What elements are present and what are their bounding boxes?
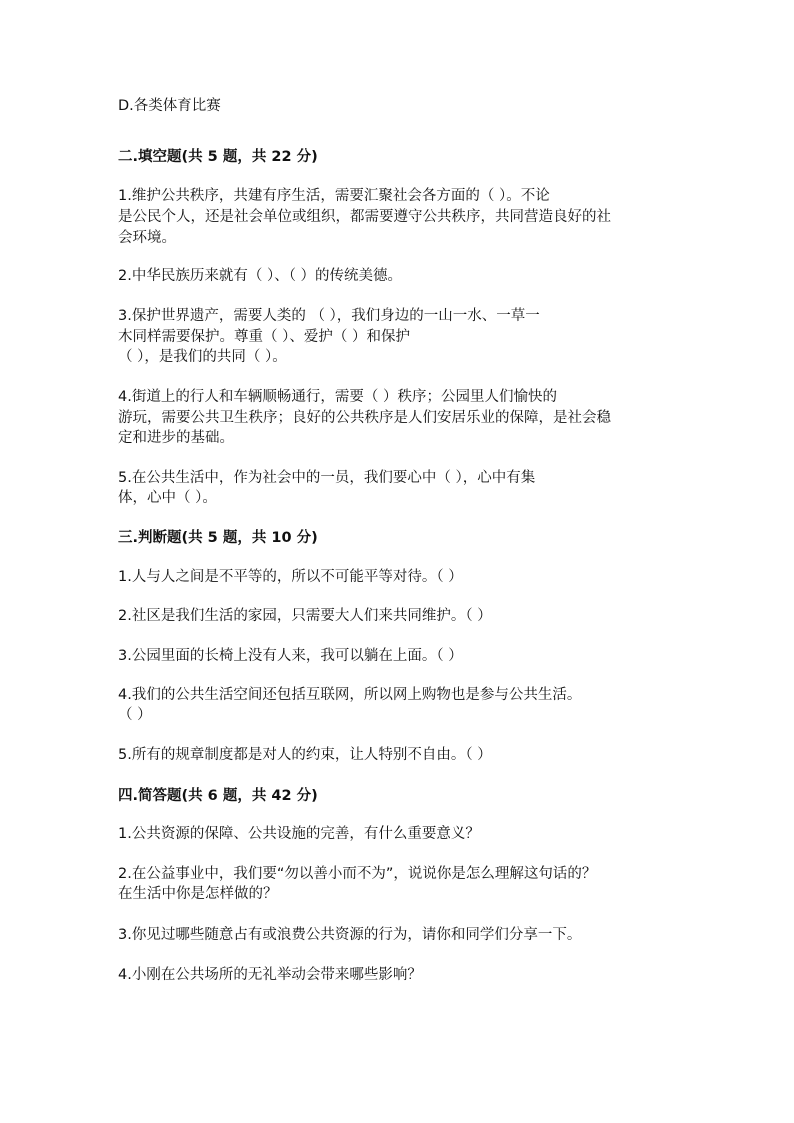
question-line: 3.公园里面的长椅上没有人来，我可以躺在上面。（ ） xyxy=(118,648,463,664)
question-line: 3.你见过哪些随意占有或浪费公共资源的行为，请你和同学们分享一下。 xyxy=(118,927,582,943)
question-line: 3.保护世界遗产，需要人类的 （ ），我们身边的一山一水、一草一 xyxy=(118,308,540,324)
section-heading-judgment: 三.判断题(共 5 题，共 10 分) xyxy=(118,530,318,546)
question-line: 是公民个人，还是社会单位或组织，都需要遵守公共秩序，共同营造良好的社 xyxy=(118,209,611,225)
question-line: （ ），是我们的共同（ ）。 xyxy=(118,349,287,365)
question-line: 定和进步的基础。 xyxy=(118,430,234,446)
question-line: 在生活中你是怎样做的？ xyxy=(118,886,278,902)
question-line: 会环境。 xyxy=(118,230,176,246)
section-heading-fill-blank: 二.填空题(共 5 题，共 22 分) xyxy=(118,149,318,165)
section-heading-short-answer: 四.简答题(共 6 题，共 42 分) xyxy=(118,788,318,804)
question-line: 4.小刚在公共场所的无礼举动会带来哪些影响？ xyxy=(118,967,422,983)
question-line: 1.人与人之间是不平等的，所以不可能平等对待。（ ） xyxy=(118,569,463,585)
question-line: 1.维护公共秩序，共建有序生活，需要汇聚社会各方面的（ ）。不论 xyxy=(118,188,550,204)
question-line: 5.在公共生活中，作为社会中的一员，我们要心中（ ），心中有集 xyxy=(118,470,536,486)
question-line: 4.街道上的行人和车辆顺畅通行，需要（ ）秩序；公园里人们愉快的 xyxy=(118,389,557,405)
question-line: 2.在公益事业中，我们要“勿以善小而不为”，说说你是怎么理解这句话的？ xyxy=(118,866,597,882)
question-line: 4.我们的公共生活空间还包括互联网，所以网上购物也是参与公共生活。 xyxy=(118,687,582,703)
question-line: 游玩，需要公共卫生秩序；良好的公共秩序是人们安居乐业的保障，是社会稳 xyxy=(118,410,611,426)
question-line: 2.社区是我们生活的家园，只需要大人们来共同维护。（ ） xyxy=(118,608,492,624)
option-d: D.各类体育比赛 xyxy=(118,98,221,114)
question-line: 木同样需要保护。尊重（ ）、爱护（ ）和保护 xyxy=(118,329,410,345)
question-line: 体，心中（ ）。 xyxy=(118,490,217,506)
question-line: （ ） xyxy=(118,707,152,723)
question-line: 5.所有的规章制度都是对人的约束，让人特别不自由。（ ） xyxy=(118,747,492,763)
question-line: 1.公共资源的保障、公共设施的完善，有什么重要意义？ xyxy=(118,826,480,842)
question-line: 2.中华民族历来就有（ ）、（ ）的传统美德。 xyxy=(118,268,403,284)
